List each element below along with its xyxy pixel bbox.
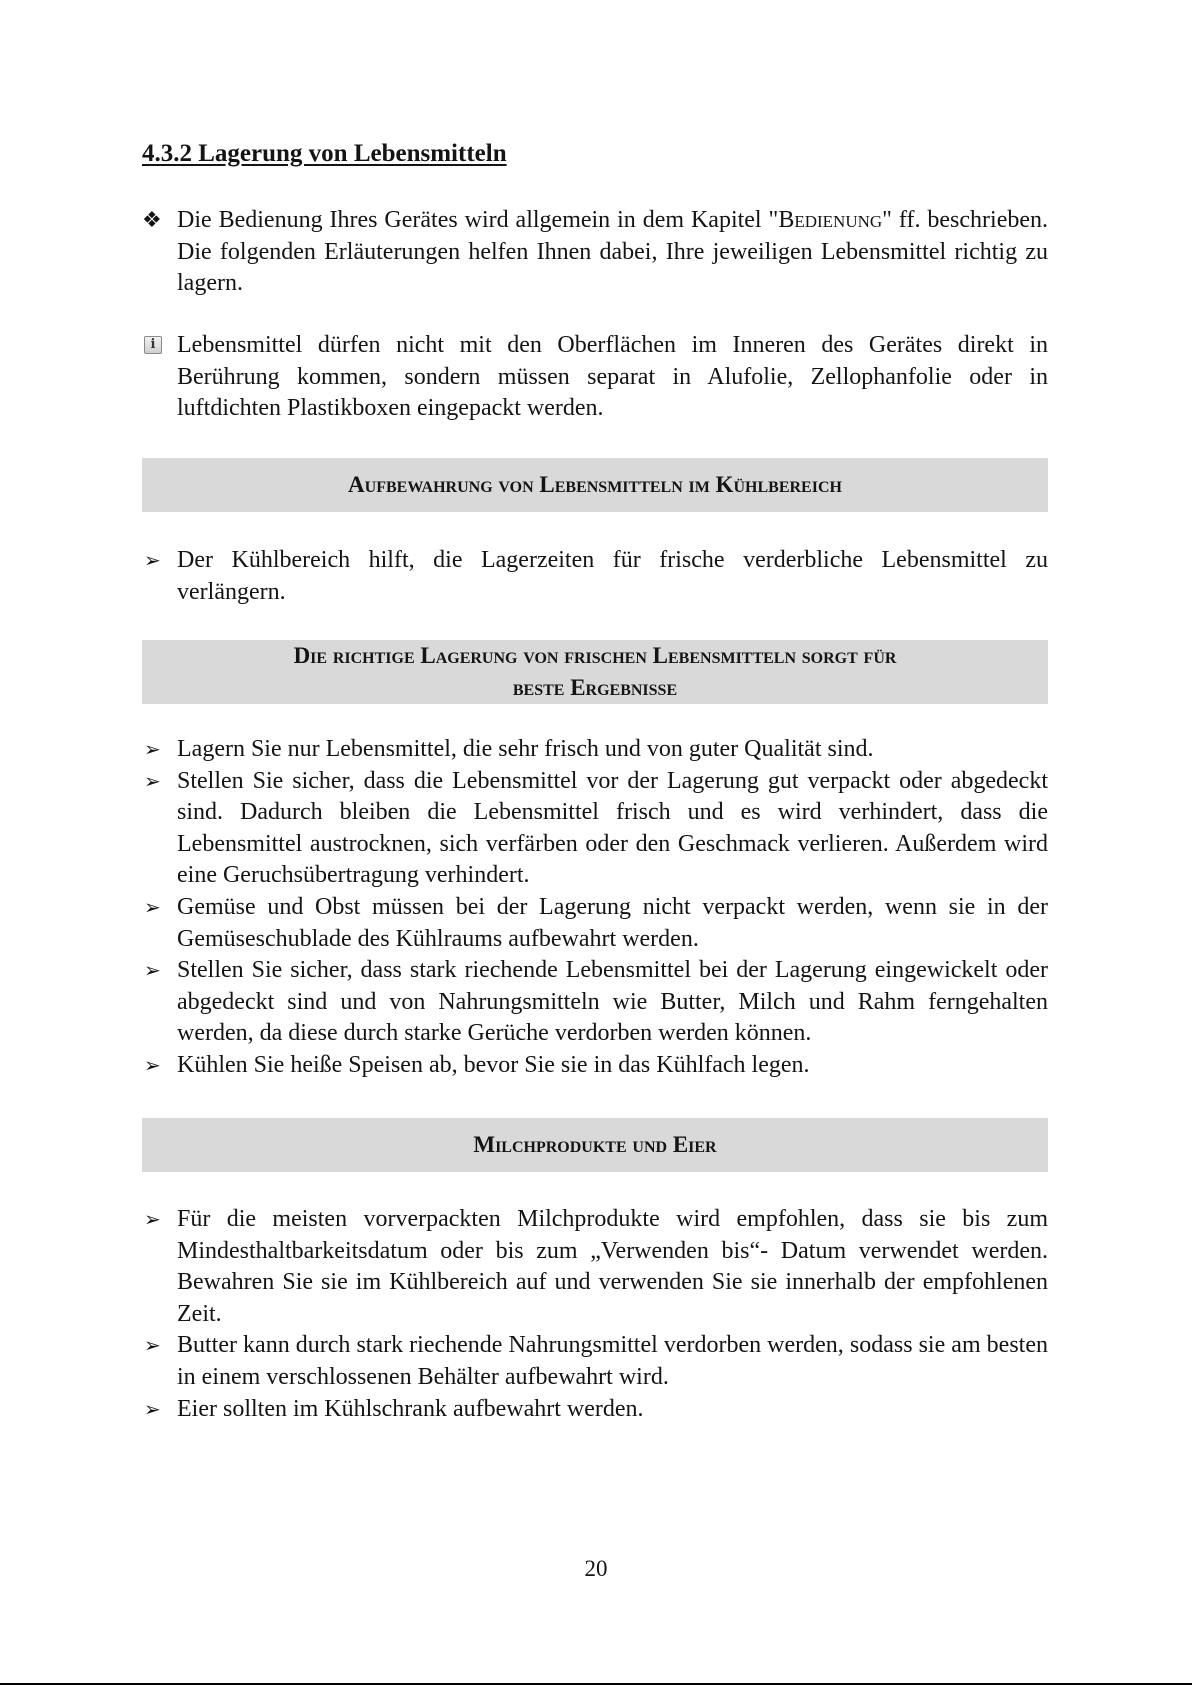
banner-fresh-storage <box>142 640 1048 704</box>
arrow-bullet-icon: ➢ <box>144 768 161 793</box>
banner-fresh-line-1: Die richtige Lagerung von frischen Lebensmitteln sorgt für <box>293 643 897 668</box>
arrow-bullet-icon: ➢ <box>144 737 161 761</box>
diamond-bullet-icon: ❖ <box>142 208 162 233</box>
arrow-bullet-icon: ➢ <box>144 548 161 572</box>
list-item: ➢ Gemüse und Obst müssen bei der Lagerung nicht verpackt werden, wenn sie in der Gemüseschublade des Kühlraums aufbewahrt werden. <box>144 893 1048 952</box>
arrow-bullet-icon: ➢ <box>144 1396 161 1421</box>
intro-paragraph <box>142 205 1048 300</box>
info-note-text: Lebensmittel dürfen nicht mit den Oberflächen im Inneren des Gerätes direkt in Berührung kommen, sondern müssen separat in Alufolie, Zellophanfolie oder in luftdichten Plastikboxen eingepackt werden. <box>177 332 1048 422</box>
list-item: ➢ Für die meisten vorverpackten Milchprodukte wird empfohlen, dass sie bis zum Mindesthaltbarkeitsdatum oder bis zum „Verwenden bis“- Datum verwendet werden. Bewahren Sie sie im Kühlbereich auf und verwenden Sie sie innerhalb der empfohlenen Zeit. <box>144 1206 1048 1327</box>
chapter-reference: Bedienung <box>778 207 883 233</box>
banner-dairy-eggs: Milchprodukte und Eier <box>142 1118 1048 1172</box>
list-item: ➢ Lagern Sie nur Lebensmittel, die sehr frisch und von guter Qualität sind. <box>142 734 1048 766</box>
list-item: ➢ Stellen Sie sicher, dass die Lebensmittel vor der Lagerung gut verpackt oder abgedeckt sind. Dadurch bleiben die Lebensmittel frisch und es wird verhindert, dass die Lebensmittel austrocknen, sich verfärben oder den Geschmack verlieren. Außerdem wird eine Geruchsübertragung verhindert. <box>144 767 1048 889</box>
arrow-bullet-icon: ➢ <box>144 1333 161 1358</box>
dairy-list <box>142 1204 1048 1425</box>
banner-cooling-area: Aufbewahrung von Lebensmitteln im Kühlbereich <box>142 458 1048 512</box>
arrow-bullet-icon: ➢ <box>144 894 161 919</box>
info-icon: i <box>144 336 162 354</box>
list-item: ➢ Stellen Sie sicher, dass stark riechende Lebensmittel bei der Lagerung eingewickelt oder abgedeckt sind und von Nahrungsmitteln wie Butter, Milch und Rahm ferngehalten werden, da diese durch starke Gerüche verdorben werden können. <box>144 957 1048 1047</box>
list-item: ➢ Kühlen Sie heiße Speisen ab, bevor Sie sie in das Kühlfach legen. <box>142 1050 1048 1082</box>
page-number: 20 <box>584 1556 608 1581</box>
arrow-bullet-icon: ➢ <box>144 1052 161 1077</box>
list-item: ➢ Butter kann durch stark riechende Nahrungsmittel verdorben werden, sodass sie am besten in einem verschlossenen Behälter aufbewahrt wird. <box>144 1332 1048 1390</box>
list-item: ➢ Der Kühlbereich hilft, die Lagerzeiten für frische verderbliche Lebensmittel zu verlängern. <box>144 547 1048 605</box>
arrow-bullet-icon: ➢ <box>144 1207 161 1231</box>
banner-fresh-line-2: beste Ergebnisse <box>512 675 678 700</box>
info-note <box>142 330 1048 425</box>
fresh-storage-list <box>142 734 1048 1082</box>
arrow-bullet-icon: ➢ <box>144 958 161 983</box>
list-item: ➢ Eier sollten im Kühlschrank aufbewahrt werden. <box>142 1394 1048 1426</box>
intro-text: Die Bedienung Ihres Gerätes wird allgemein in dem Kapitel "Bedienung" ff. beschrieben. Die folgenden Erläuterungen helfen Ihnen dabei, Ihre jeweiligen Lebensmittel richtig zu lagern. <box>177 207 1048 297</box>
cooling-list <box>142 545 1048 608</box>
section-heading: 4.3.2 Lagerung von Lebensmitteln <box>142 140 507 167</box>
